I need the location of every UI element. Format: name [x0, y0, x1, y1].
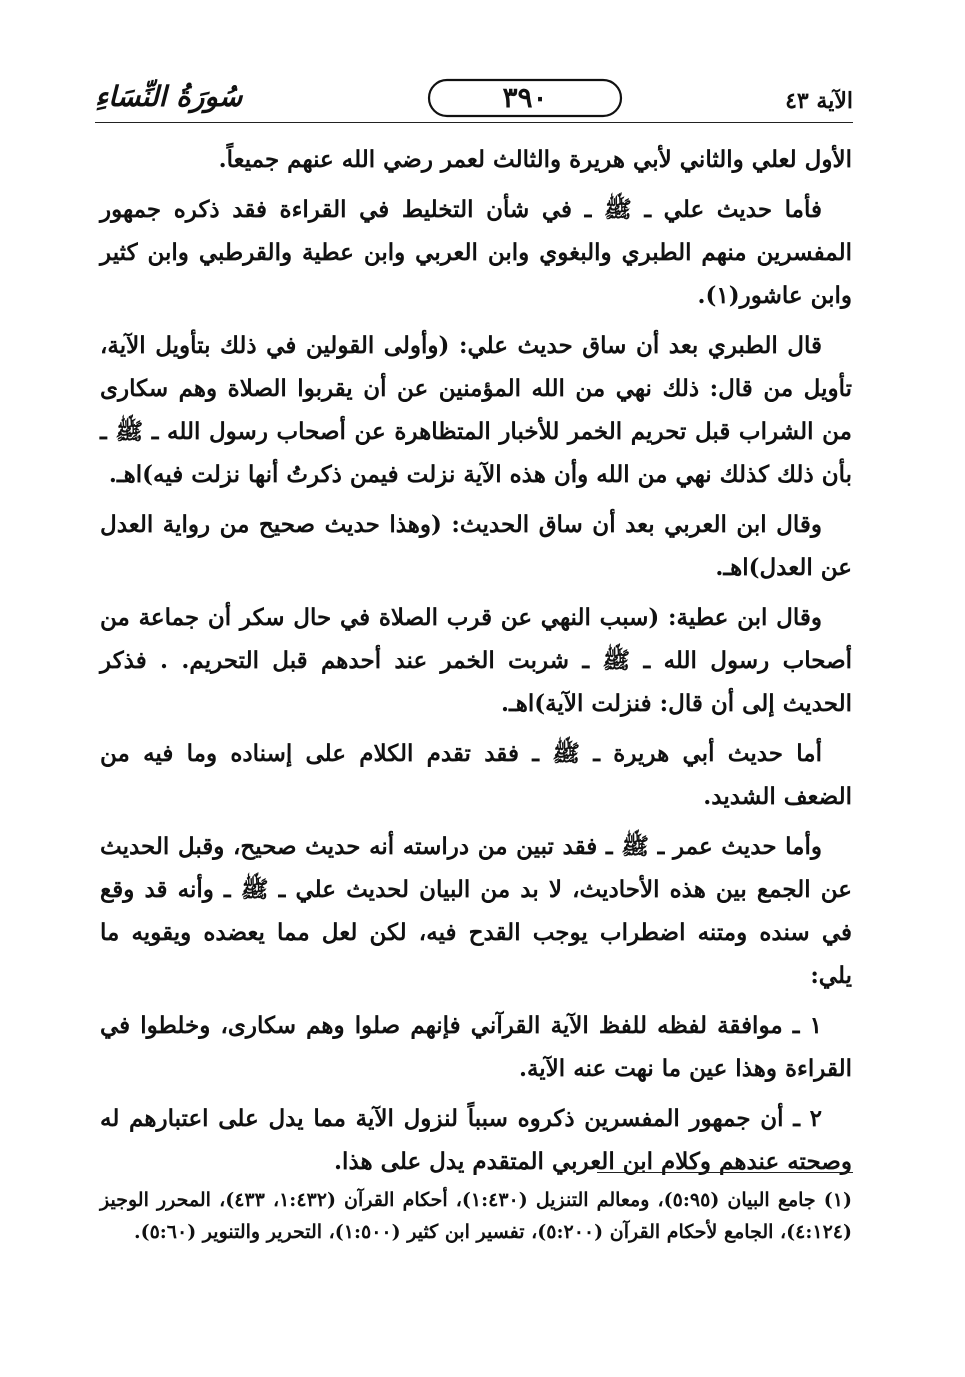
paragraph-3: قال الطبري بعد أن ساق حديث علي: (وأولى القولين في ذلك بتأويل الآية، تأويل من قال: ذلك نهي من الله المؤمنين عن أن يقربوا الصلاة وهم سكارى من الشراب قبل تحريم الخمر للأخبار المتظاهرة عن أصحاب رسول الله ـ ﷺ ـ بأن ذلك كذلك نهي من الله وأن هذه الآية نزلت فيمن ذكرتُ أنها نزلت فيه)اهـ. — [100, 332, 852, 488]
page-number-badge — [425, 78, 625, 118]
paragraph-7: وأما حديث عمر ـ ﷺ ـ فقد تبين من دراسته أنه حديث صحيح، وقبل الحديث عن الجمع بين هذه الأحاديث، لا بد من البيان لحديث علي ـ ﷺ ـ وأنه قد وقع في سنده ومتنه اضطراب يوجب القدح فيه، لكن لعل مما يعضده ويقويه ما يلي: — [100, 833, 852, 989]
paragraph-1: الأول لعلي والثاني لأبي هريرة والثالث لعمر رضي الله عنهم جميعاً. — [218, 146, 852, 173]
list-item-2: ٢ ـ أن جمهور المفسرين ذكروه سبباً لنزول الآية مما يدل على اعتبارهم له وصحته عندهم وكلام ابن العربي المتقدم يدل على هذا. — [100, 1105, 852, 1175]
page-header — [95, 78, 853, 122]
header-divider — [95, 122, 853, 123]
page-number: ٣٩٠ — [502, 81, 548, 114]
footnote: (١) جامع البيان (٥:٩٥)، ومعالم التنزيل (١:٤٣٠)، أحكام القرآن (١:٤٣٢، ٤٣٣)، المحرر الوجيز (٤:١٢٤)، الجامع لأحكام القرآن (٥:٢٠٠)، تفسير ابن كثير (١:٥٠٠)، التحرير والتنوير (٥:٦٠). — [100, 1189, 852, 1243]
list-item-1: ١ ـ موافقة لفظه للفظ الآية القرآني فإنهم صلوا وهم سكارى، وخلطوا في القراءة وهذا عين ما نهت عنه الآية. — [100, 1012, 852, 1082]
ayah-label: الآية ٤٣ — [785, 88, 853, 114]
paragraph-2: فأما حديث علي ـ ﷺ ـ في شأن التخليط في القراءة فقد ذكره جمهور المفسرين منهم الطبري والبغوي وابن العربي وابن عطية والقرطبي وابن كثير وابن عاشور(١). — [100, 196, 852, 309]
footnote-divider — [597, 1172, 853, 1173]
paragraph-4: وقال ابن العربي بعد أن ساق الحديث: (وهذا حديث صحيح من رواية العدل عن العدل)اهـ. — [100, 511, 852, 581]
paragraph-5: وقال ابن عطية: (سبب النهي عن قرب الصلاة في حال سكر أن جماعة من أصحاب رسول الله ـ ﷺ ـ شربت الخمر عند أحدهم قبل التحريم. . فذكر الحديث إلى أن قال: فنزلت الآية)اهـ. — [100, 604, 852, 717]
surah-name: سُورَةُ النِّسَاءِ — [95, 80, 243, 113]
paragraph-6: أما حديث أبي هريرة ـ ﷺ ـ فقد تقدم الكلام على إسناده وما فيه من الضعف الشديد. — [100, 740, 852, 810]
main-text — [100, 138, 852, 1190]
